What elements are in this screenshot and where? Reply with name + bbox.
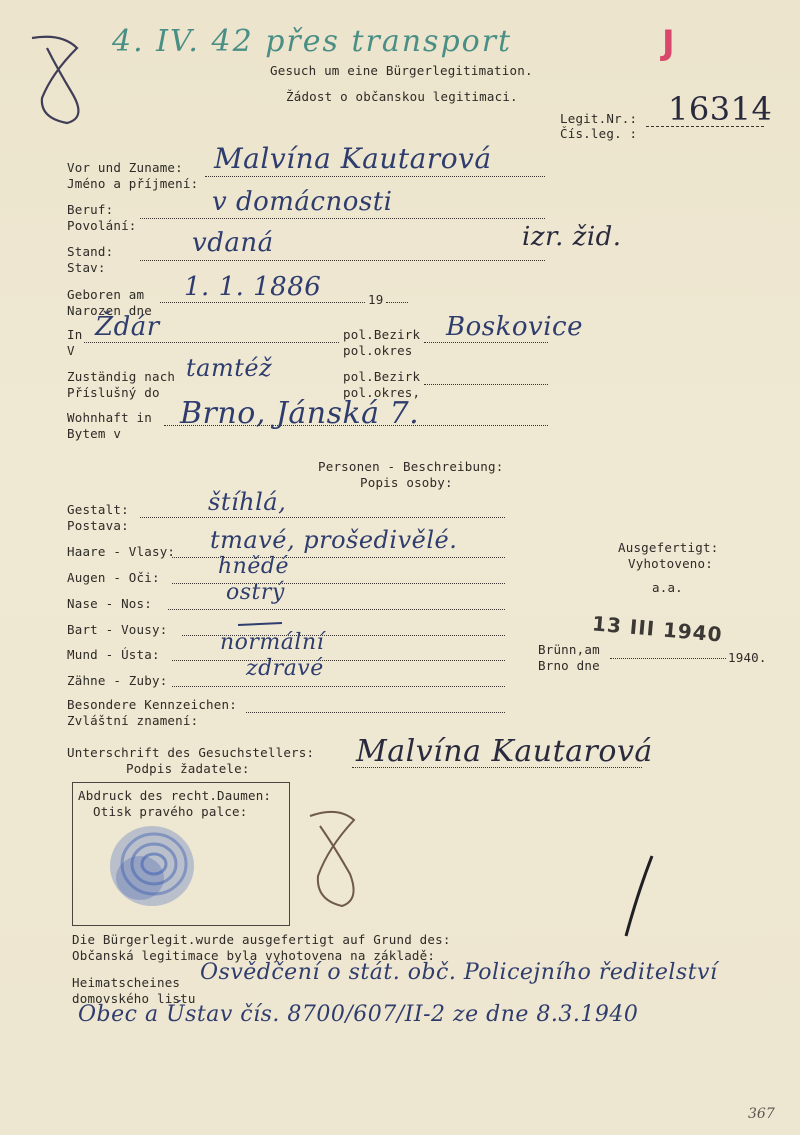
nose-line [168,609,505,610]
residence-label-cs: Bytem v [67,426,122,441]
hair-value: tmavé, prošedivělé. [210,526,458,554]
occupation-label-cs: Povolání: [67,218,137,233]
description-title-cs: Popis osoby: [360,475,453,490]
signature-value: Malvína Kautarová [356,734,653,769]
signature-label-de: Unterschrift des Gesuchstellers: [67,745,315,760]
residence-value: Brno, Jánská 7. [180,396,420,431]
marks-line [246,712,505,713]
place-district-value: Boskovice [446,312,583,342]
green-annotation: 4. IV. 42 přes transport [112,24,513,59]
basis-line-cs: Občanská legitimace byla vyhotovena na základě: [72,948,436,963]
eyes-line [172,583,505,584]
eyes-label: Augen - Oči: [67,570,160,585]
place-value: Ždár [95,312,160,342]
status-line [140,260,545,261]
jurisdiction-district-label-de: pol.Bezirk [343,369,421,384]
red-j-mark: J [662,23,675,63]
slash-mark [616,852,656,942]
born-year-prefix: 19 [368,292,384,307]
thumb-label-cs: Otisk pravého palce: [93,804,248,819]
mouth-line [172,660,505,661]
place-line [84,342,339,343]
district-line [424,342,548,343]
born-value: 1. 1. 1886 [184,272,322,302]
status-note: izr. žid. [522,222,622,252]
beard-dash [236,620,286,628]
x-mark-top [22,28,92,128]
basis-label-cs: domovského listu [72,991,196,1006]
status-label-de: Stand: [67,244,114,259]
legit-line [646,126,764,127]
basis-value-2: Obec a Ústav čís. 8700/607/II-2 ze dne 8.3.1940 [78,1002,639,1027]
jurisdiction-line [424,384,548,385]
form-title-cs: Žádost o občanskou legitimaci. [286,89,518,104]
thumb-label-de: Abdruck des recht.Daumen: [78,788,272,803]
issued-year: 1940. [728,650,767,665]
marks-label-cs: Zvláštní znamení: [67,713,199,728]
place-label-de: In [67,327,83,342]
eyes-value: hnědé [218,554,289,579]
place-label-cs: V [67,343,75,358]
jurisdiction-label-de: Zuständig nach [67,369,176,384]
status-value: vdaná [192,228,274,258]
basis-value-1: Osvědčení o stát. obč. Policejního ředitelství [200,960,718,985]
issued-label-de: Ausgefertigt: [618,540,719,555]
mouth-value: normální [220,630,325,655]
residence-label-de: Wohnhaft in [67,410,152,425]
name-label-cs: Jméno a příjmení: [67,176,199,191]
teeth-line [172,686,505,687]
name-line [205,176,545,177]
issued-label-cs: Vyhotoveno: [628,556,713,571]
figure-value: štíhlá, [208,488,287,516]
mouth-label: Mund - Ústa: [67,647,160,662]
teeth-label: Zähne - Zuby: [67,673,168,688]
marks-label-de: Besondere Kennzeichen: [67,697,237,712]
place-district-label-de: pol.Bezirk [343,327,421,342]
thumbprint-image [104,816,204,916]
jurisdiction-value: tamtéž [186,354,273,382]
page-number: 367 [748,1106,775,1122]
figure-line [140,517,505,518]
jurisdiction-district-label-cs: pol.okres, [343,385,421,400]
born-label-de: Geboren am [67,287,145,302]
nose-value: ostrý [226,580,285,605]
beard-label: Bart - Vousy: [67,622,168,637]
nose-label: Nase - Nos: [67,596,152,611]
description-title-de: Personen - Beschreibung: [318,459,504,474]
figure-label-de: Gestalt: [67,502,129,517]
figure-label-cs: Postava: [67,518,129,533]
date-stamp: 13 III 1940 [591,611,724,647]
basis-line-de: Die Bürgerlegit.wurde ausgefertigt auf Grund des: [72,932,451,947]
occupation-label-de: Beruf: [67,202,114,217]
occupation-value: v domácnosti [212,187,393,217]
place-district-label-cs: pol.okres [343,343,413,358]
issued-place-de: Brünn,am [538,642,600,657]
legit-number: 16314 [668,90,773,128]
cross-mark-lower [298,802,368,912]
status-label-cs: Stav: [67,260,106,275]
born-year-line [386,302,408,303]
issued-line [610,658,726,659]
legit-label-de: Legit.Nr.: [560,111,638,126]
legit-label-cs: Čís.leg. : [560,126,638,141]
issued-value: a.a. [652,580,683,595]
hair-label: Haare - Vlasy: [67,544,176,559]
jurisdiction-label-cs: Příslušný do [67,385,160,400]
signature-line [352,767,642,768]
issued-place-cs: Brno dne [538,658,600,673]
born-line [160,302,365,303]
signature-label-cs: Podpis žadatele: [126,761,250,776]
name-label-de: Vor und Zuname: [67,160,183,175]
basis-label-de: Heimatscheines [72,975,181,990]
teeth-value: zdravé [246,656,324,681]
name-value: Malvína Kautarová [214,142,492,175]
residence-line [164,425,548,426]
form-title-de: Gesuch um eine Bürgerlegitimation. [270,63,533,78]
born-label-cs: Narozen dne [67,303,152,318]
occupation-line [140,218,545,219]
